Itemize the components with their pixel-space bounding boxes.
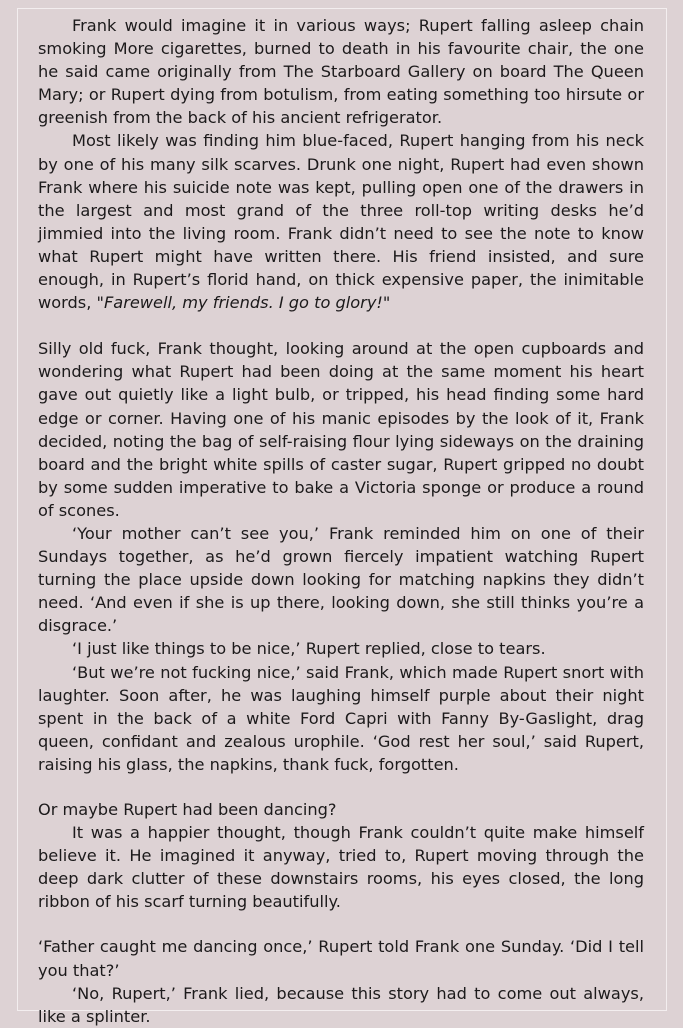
paragraph-text: Most likely was finding him blue-faced, Rupert hanging from his neck by one of his many silk scarves. Drunk one night, Rupert had even shown Frank where his suicide note was kept, pulling open one of the drawers in the largest and most grand of the three roll-top writing desks he’d jimmied into the living room. Frank didn’t need to see the note to know what Rupert might have written there. His friend insisted, and sure enough, in Rupert’s florid hand, on thick expensive paper, the inimitable words, [38, 131, 644, 313]
paragraph: Frank would imagine it in various ways; Rupert falling asleep chain smoking More cigarettes, burned to death in his favourite chair, the one he said came originally from The Starboard Gallery on board The Queen Mary; or Rupert dying from botulism, from eating something too hirsute or greenish from the back of his ancient refrigerator. [38, 16, 644, 128]
paragraph: Or maybe Rupert had been dancing? [38, 800, 337, 819]
italic-quote: "Farewell, my friends. I go to glory!" [96, 293, 391, 313]
paragraph: ‘I just like things to be nice,’ Rupert replied, close to tears. [72, 639, 546, 659]
body-text [38, 14, 644, 1028]
paragraph: It was a happier thought, though Frank couldn’t quite make himself believe it. He imagined it anyway, tried to, Rupert moving through the deep dark clutter of these downstairs rooms, his eyes closed, the long ribbon of his scarf turning beautifully. [38, 823, 644, 912]
paragraph: ‘Father caught me dancing once,’ Rupert told Frank one Sunday. ‘Did I tell you that?’ [38, 937, 644, 980]
paragraph: ‘Your mother can’t see you,’ Frank reminded him on one of their Sundays together, as he’d grown fiercely impatient watching Rupert turning the place upside down looking for matching napkins they didn’t need. ‘And even if she is up there, looking down, she still thinks you’re a disgrace.’ [38, 523, 644, 636]
paragraph: ‘No, Rupert,’ Frank lied, because this story had to come out always, like a splinter. [38, 983, 644, 1026]
paragraph: Silly old fuck, Frank thought, looking around at the open cupboards and wondering what Rupert had been doing at the same moment his heart gave out quietly like a light bulb, or tripped, his head finding some hard edge or corner. Having one of his manic episodes by the look of it, Frank decided, noting the bag of self-raising flour lying sideways on the draining board and the bright white spills of caster sugar, Rupert gripped no doubt by some sudden imperative to bake a Victoria sponge or produce a round of scones. [38, 339, 644, 520]
paragraph [38, 129, 644, 314]
paragraph: ‘But we’re not fucking nice,’ said Frank, which made Rupert snort with laughter. Soon after, he was laughing himself purple about their night spent in the back of a white Ford Capri with Fanny By-Gaslight, drag queen, confidant and zealous urophile. ‘God rest her soul,’ said Rupert, raising his glass, the napkins, thank fuck, forgotten. [38, 662, 644, 774]
